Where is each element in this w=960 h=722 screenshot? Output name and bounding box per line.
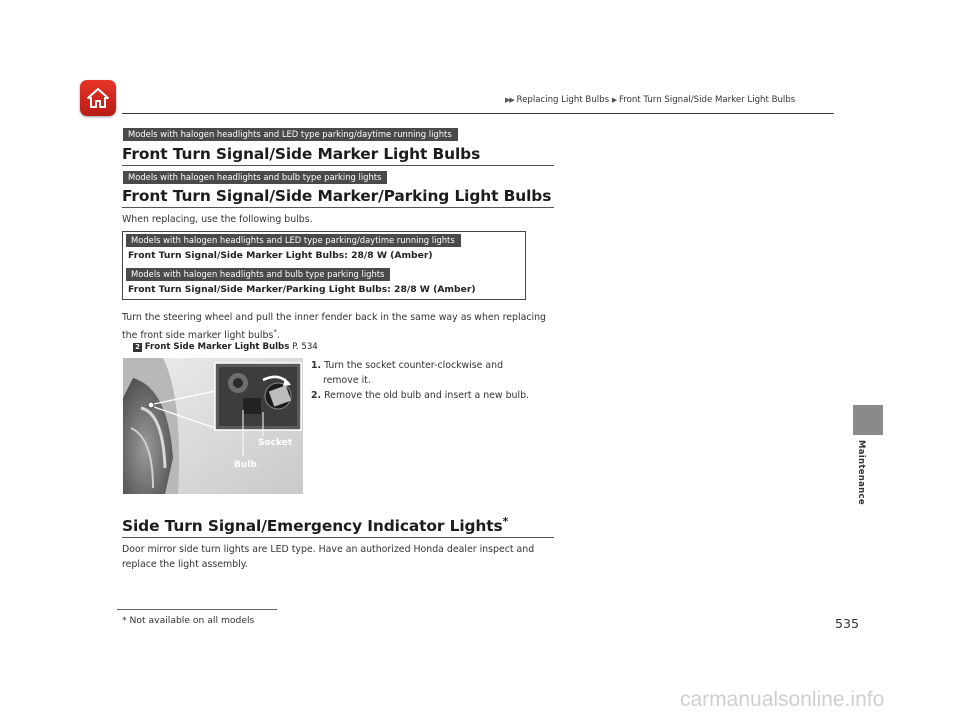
breadcrumb-link-replacing-light-bulbs[interactable]: Replacing Light Bulbs <box>516 95 610 105</box>
step-number: 1. <box>311 360 322 371</box>
heading-underline <box>122 207 554 208</box>
instruction-paragraph <box>122 310 550 343</box>
home-button[interactable] <box>80 80 116 116</box>
instruction-text: Turn the steering wheel and pull the inner fender back in the same way as when replacing the front side marker light bulbs <box>122 312 546 342</box>
heading-underline <box>122 165 554 166</box>
section-tab-label: Maintenance <box>856 440 866 505</box>
step-item <box>311 358 561 373</box>
heading-side-turn-signal-text: Side Turn Signal/Emergency Indicator Lights <box>122 517 503 536</box>
heading-front-turn-signal-side-marker: Front Turn Signal/Side Marker Light Bulbs <box>122 145 481 163</box>
home-icon <box>86 87 110 109</box>
breadcrumb-separator-icon: ▶ <box>611 96 617 104</box>
footnote-divider <box>117 609 277 610</box>
fender-illustration <box>123 358 303 494</box>
step-number: 2. <box>311 390 322 401</box>
intro-text: When replacing, use the following bulbs. <box>122 214 313 225</box>
heading-front-turn-signal-parking: Front Turn Signal/Side Marker/Parking Light Bulbs <box>122 187 552 205</box>
breadcrumb <box>505 95 795 105</box>
heading-underline <box>122 537 554 538</box>
heading-side-turn-signal <box>122 515 508 535</box>
xref-title[interactable]: Front Side Marker Light Bulbs <box>144 342 290 352</box>
xref-page: P. 534 <box>292 342 318 352</box>
step-text-continued: remove it. <box>323 375 371 386</box>
xref-arrow-icon: 2 <box>133 343 142 352</box>
step-list <box>311 358 561 403</box>
header-divider <box>122 113 834 114</box>
section-tab-marker[interactable] <box>853 405 883 435</box>
instruction-period: . <box>276 330 280 342</box>
socket-label: Socket <box>258 438 293 448</box>
spec-model-tag-led: Models with halogen headlights and LED type parking/daytime running lights <box>126 234 461 247</box>
side-turn-paragraph: Door mirror side turn lights are LED type. Have an authorized Honda dealer inspect and replace the light assembly. <box>122 544 535 570</box>
spec-line-side-marker: Front Turn Signal/Side Marker Light Bulbs: 28/8 W (Amber) <box>128 250 433 261</box>
footnote: * Not available on all models <box>122 615 255 626</box>
breadcrumb-arrow-icon: ▶▶ <box>505 96 514 104</box>
breadcrumb-current-page: Front Turn Signal/Side Marker Light Bulbs <box>618 95 796 105</box>
model-tag-bulb: Models with halogen headlights and bulb type parking lights <box>123 171 387 184</box>
step-item <box>311 388 561 403</box>
spec-line-parking: Front Turn Signal/Side Marker/Parking Light Bulbs: 28/8 W (Amber) <box>128 284 476 295</box>
cross-reference[interactable] <box>133 342 318 352</box>
spec-model-tag-bulb: Models with halogen headlights and bulb type parking lights <box>126 268 390 281</box>
model-tag-led: Models with halogen headlights and LED type parking/daytime running lights <box>123 128 458 141</box>
page-number: 535 <box>835 616 860 631</box>
footnote-mark: * <box>273 328 277 336</box>
watermark: carmanualsonline.info <box>680 688 885 711</box>
step-text: Remove the old bulb and insert a new bulb. <box>324 390 530 401</box>
bulb-label: Bulb <box>234 460 257 470</box>
socket-removal-photo <box>123 358 303 494</box>
step-text: Turn the socket counter-clockwise and <box>324 360 504 371</box>
footnote-mark: * <box>502 515 509 528</box>
